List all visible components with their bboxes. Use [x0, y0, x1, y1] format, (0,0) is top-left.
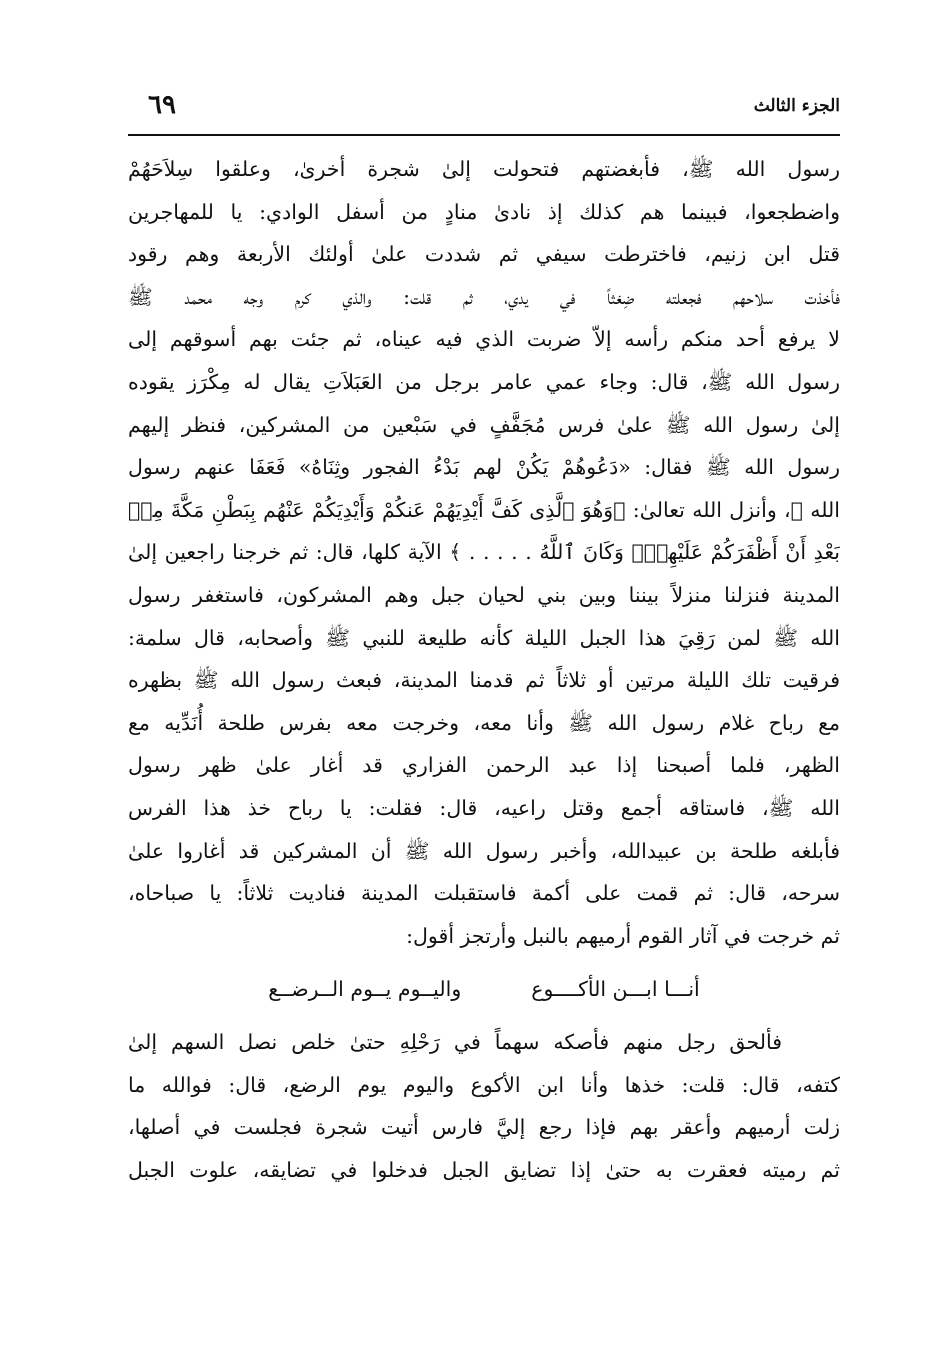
- text-line: كتفه، قال: قلت: خذها وأنا ابن الأكوع واليوم يوم الرضع، قال: فوالله ما: [128, 1072, 840, 1097]
- text-line: الله ﷺ، فاستاقه أجمع وقتل راعيه، قال: فقلت: يا رباح خذ هذا الفرس: [128, 795, 840, 820]
- text-line: لا يرفع أحد منكم رأسه إلاّ ضربت الذي فيه عيناه، ثم جئت بهم أسوقهم إلى: [128, 327, 840, 352]
- text-line: زلت أرميهم وأعقر بهم فإذا رجع إليَّ فارس أتيت شجرة فجلست في أصلها،: [128, 1115, 840, 1140]
- text-line: فأخذت سلاحهم فجعلته ضِغثاً في يدي، ثم قلت: والذي كرم وجه محمد ﷺ: [128, 284, 840, 309]
- text-line: فأبلغه طلحة بن عبيدالله، وأخبر رسول الله ﷺ أن المشركين قد أغاروا علىٰ: [128, 838, 840, 863]
- text-line: واضطجعوا، فبينما هم كذلك إذ نادىٰ منادٍ من أسفل الوادي: يا للمهاجرين: [128, 199, 840, 224]
- text-line: فرقيت تلك الليلة مرتين أو ثلاثاً ثم قدمنا المدينة، فبعث رسول الله ﷺ بظهره: [128, 668, 840, 693]
- verse-first-hemistich: أنـــا ابـــن الأكــــوع: [531, 977, 700, 1002]
- text-line: المدينة فنزلنا منزلاً بيننا وبين بني لحيان جبل وهم المشركون، فاستغفر رسول: [128, 582, 840, 607]
- text-line: فألحق رجل منهم فأصكه سهماً في رَحْلِهِ حتىٰ خلص نصل السهم إلىٰ: [128, 1030, 782, 1055]
- text-line: الظهر، فلما أصبحنا إذا عبد الرحمن الفزاري قد أغار علىٰ ظهر رسول: [128, 753, 840, 778]
- running-head: الجزء الثالث: [753, 96, 840, 116]
- verse-second-hemistich: واليــوم يــوم الــرضــع: [268, 977, 462, 1002]
- text-line: مع رباح غلام رسول الله ﷺ وأنا معه، وخرجت معه بفرس طلحة أُنَدِّيه مع: [128, 710, 840, 735]
- text-line: رسول الله ﷺ، قال: وجاء عمي عامر برجل من العَبَلاَتِ يقال له مِكْرَز يقوده: [128, 369, 840, 394]
- text-line: رسول الله ﷺ فقال: «دَعُوهُمْ يَكُنْ لهم بَدْءُ الفجور وثِنَاهُ» فَعَفَا عنهم رسول: [128, 455, 840, 480]
- text-line: رسول الله ﷺ، فأبغضتهم فتحولت إلىٰ شجرة أخرىٰ، وعلقوا سِلاَحَهُمْ: [128, 157, 840, 181]
- text-line: ثم خرجت في آثار القوم أرميهم بالنبل وأرتجز أقول:: [406, 923, 840, 948]
- quran-quote-line: بَعْدِ أَنْ أَظْفَرَكُمْ عَلَيْهِمْۚ وَكَانَ ٱللَّهُ . . . . . ﴾ الآية كلها، قال: ثم خرجنا راجعين إلىٰ: [128, 540, 840, 565]
- text-line: ثم رميته فعقرت به حتىٰ إذا تضايق الجبل فدخلوا في تضايقه، علوت الجبل: [128, 1158, 840, 1183]
- quran-quote-line: الله ﷺ، وأنزل الله تعالىٰ: ﴿وَهُوَ ٱلَّذِى كَفَّ أَيْدِيَهُمْ عَنكُمْ وَأَيْدِيَكُمْ عَنْهُم بِبَطْنِ مَكَّةَ مِنۢ: [128, 497, 840, 522]
- page-header: [128, 92, 840, 136]
- paragraph-1: [128, 148, 840, 957]
- text-line: الله ﷺ لمن رَقِيَ هذا الجبل الليلة كأنه طليعة للنبي ﷺ وأصحابه، قال سلمة:: [128, 625, 840, 650]
- page-body: [128, 148, 840, 1192]
- text-line: قتل ابن زنيم، فاخترطت سيفي ثم شددت علىٰ أولئك الأربعة وهم رقود: [128, 242, 840, 267]
- text-line: سرحه، قال: ثم قمت على أكمة فاستقبلت المدينة فناديت ثلاثاً: يا صباحاه،: [128, 881, 840, 906]
- poetry-verse: [128, 957, 840, 1021]
- paragraph-2: [128, 1021, 840, 1191]
- page-number: ٦٩: [148, 90, 176, 120]
- text-line: إلىٰ رسول الله ﷺ علىٰ فرس مُجَفَّفٍ في سَبْعين من المشركين، فنظر إليهم: [128, 412, 840, 437]
